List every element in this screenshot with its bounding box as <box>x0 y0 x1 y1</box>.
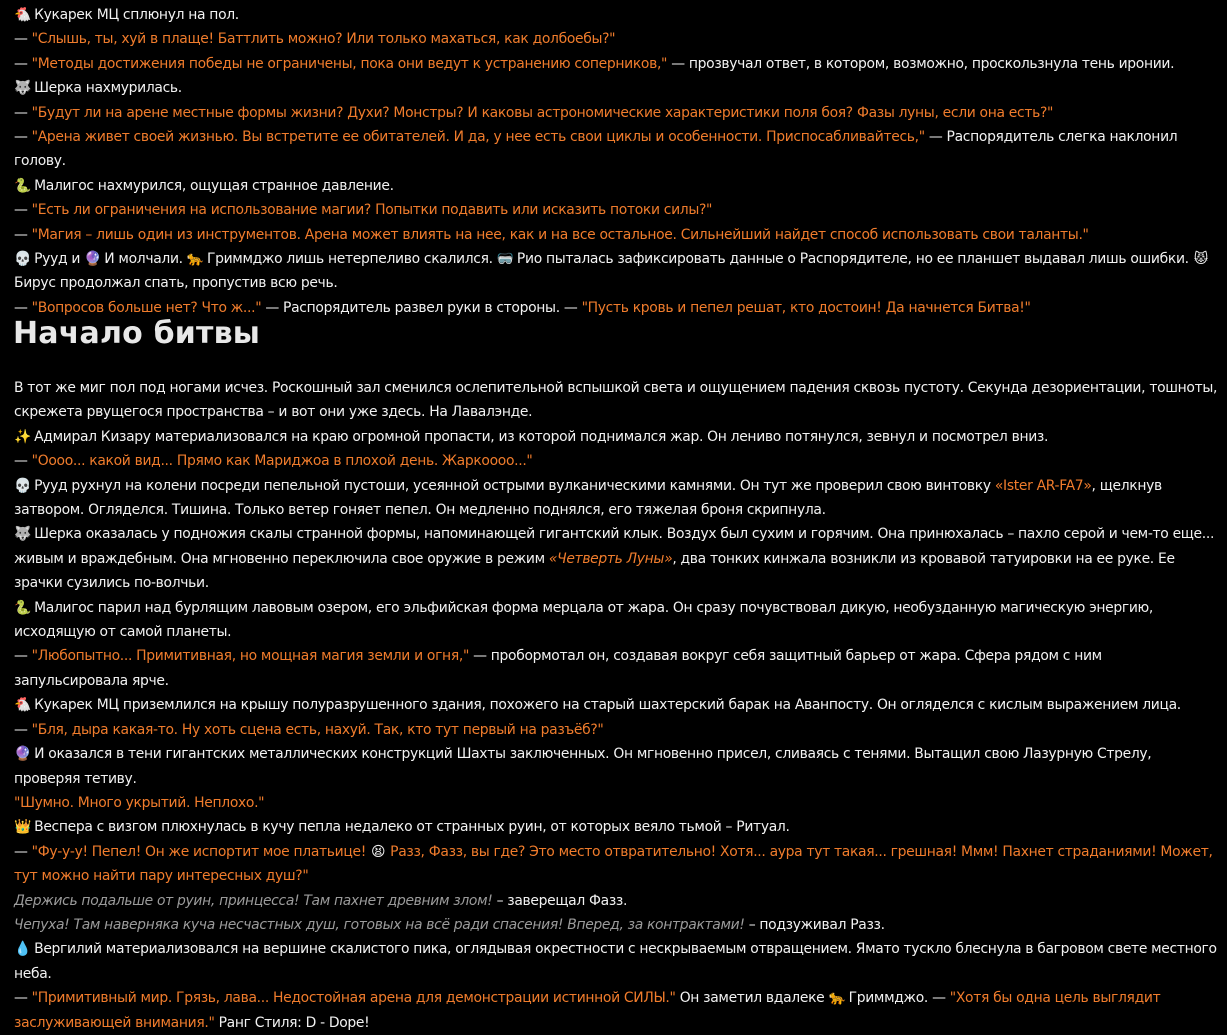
narration-line <box>14 3 1219 27</box>
narration-line <box>14 376 1219 425</box>
narration-text: Гриммджо лишь нетерпеливо скалился. <box>202 251 497 268</box>
quote-text: "Фу-у-у! Пепел! Он же испортит мое платьице! <box>31 843 371 860</box>
dialogue-line: — "Оооо... какой вид... Прямо как Мариджоа в плохой день. Жаркоооо..." <box>14 453 533 470</box>
rooster-icon: 🐔 <box>14 7 31 23</box>
skull-icon: 💀 <box>14 477 31 494</box>
quote-text: "Вопросов больше нет? Что ж..." <box>31 299 262 316</box>
quote-text: "Шумно. Много укрытий. Неплохо." <box>14 794 265 811</box>
narration-text: Гриммджо. — <box>844 990 950 1007</box>
dialogue-line: — "Арена живет своей жизнью. Вы встретите ее обитателей. И да, у нее есть свои циклы и особенности. Приспосабливайтесь," — Распорядитель слегка наклонил голову. <box>14 129 1178 170</box>
narration-text: — пробормотал он, создавая вокруг себя защитный барьер от жара. Сфера рядом с ним запульсировала ярче. <box>14 648 1102 689</box>
narration-text: — Распорядитель развел руки в стороны. — <box>261 299 582 316</box>
narration-text: Рууд и <box>34 251 85 268</box>
quote-text: Разз, Фазз, вы где? Это место отвратительно! Хотя... аура тут такая... грешная! Ммм! Пахнет страданиями! Может, тут можно найти пару интересных душ?" <box>14 843 1213 885</box>
narration-text: Рио пыталась зафиксировать данные о Распорядителе, но ее планшет выдавал лишь ошибки. <box>512 251 1193 268</box>
dialogue-line: — "Магия – лишь один из инструментов. Арена может влиять на нее, как и на все остальное. Сильнейший найдет способ использовать свои таланты." <box>14 226 1089 243</box>
skull-icon: 💀 <box>14 251 31 268</box>
goggles-icon: 🥽 <box>496 251 514 268</box>
quote-text: "Пусть кровь и пепел решат, кто достоин! Да начнется Битва!" <box>581 299 1031 316</box>
narration-text: Кукарек МЦ сплюнул на пол. <box>34 7 239 23</box>
narration-text: Кукарек МЦ приземлился на крышу полуразрушенного здания, похожего на старый шахтерский барак на Аванпосту. Он огляделся с кислым выражением лица. <box>34 697 1181 714</box>
quote-text: "Оооо... какой вид... Прямо как Мариджоа в плохой день. Жаркоооо..." <box>31 453 533 470</box>
narration-text: Бирус продолжал спать, пропустив всю речь. <box>14 275 338 292</box>
narration-text: – заверещал Фазз. <box>492 892 628 909</box>
narration-text: Вергилий материализовался на вершине скалистого пика, оглядывая окрестности с нескрываемым отвращением. Ямато тускло блеснула в багровом свете местного неба. <box>14 941 1217 982</box>
narration-line <box>14 742 1219 791</box>
narration-text: Веспера с визгом плюхнулась в кучу пепла недалеко от странных руин, от которых веяло тьмой – Ритуал. <box>34 819 790 836</box>
rooster-icon: 🐔 <box>14 697 31 714</box>
narration-line <box>14 937 1219 986</box>
narration-text: Рууд рухнул на колени посреди пепельной пустоши, усеянной острыми вулканическими камнями. Он тут же проверил свою винтовку <box>34 477 995 494</box>
quote-text: "Арена живет своей жизнью. Вы встретите ее обитателей. И да, у нее есть свои циклы и особенности. Приспосабливайтесь," <box>31 129 925 146</box>
narration-line <box>14 247 1219 296</box>
narration-line <box>14 174 1219 198</box>
dialogue-line: — "Методы достижения победы не ограничены, пока они ведут к устранению соперников," — прозвучал ответ, в котором, возможно, проскользнула тень иронии. <box>14 55 1175 72</box>
dialogue-line: — "Примитивный мир. Грязь, лава... Недостойная арена для демонстрации истинной СИЛЫ." Он заметил вдалеке 🐆 Гриммджо. — "Хотя бы одна цель выглядит заслуживающей внимания." Ранг Стиля: D - Dope! <box>14 986 1219 1035</box>
narration-line <box>14 815 1219 839</box>
cat-icon: 😾 <box>1193 251 1208 268</box>
italic-quote: Держись подальше от руин, принцесса! Там пахнет древним злом! <box>14 892 493 909</box>
quote-text: "Методы достижения победы не ограничены, пока они ведут к устранению соперников," <box>31 55 668 72</box>
drop-icon: 💧 <box>14 941 31 958</box>
crown-icon: 👑 <box>14 819 31 836</box>
battle-narrative <box>14 376 1219 1035</box>
quote-text: "Любопытно... Примитивная, но мощная магия земли и огня," <box>31 648 470 665</box>
quote-text: "Слышь, ты, хуй в плаще! Баттлить можно? Или только махаться, как долбоебы?" <box>31 31 616 48</box>
narration-text: Он заметил вдалеке <box>675 990 829 1007</box>
wolf-icon: 🐺 <box>14 80 31 97</box>
dialogue-line <box>14 791 1219 815</box>
section-heading: Начало битвы <box>13 316 261 351</box>
dialogue-line: — "Вопросов больше нет? Что ж..." — Распорядитель развел руки в стороны. — "Пусть кровь и пепел решат, кто достоин! Да начнется Битва!" <box>14 299 1031 316</box>
quote-text: "Хотя бы одна цель выглядит заслуживающей внимания." <box>14 990 1161 1031</box>
narration-text: Шерка оказалась у подножия скалы странной формы, напоминающей гигантский клык. Воздух был сухим и горячим. Она принюхалась – пахло серой и чем-то еще... живым и враждебным. Она мгновенно переключила свое оружие в режим <box>14 526 1215 567</box>
narration-line <box>14 693 1219 717</box>
narration-text: – подзуживал Разз. <box>744 916 885 933</box>
wolf-icon: 🐺 <box>14 526 31 543</box>
narration-line <box>14 596 1219 645</box>
narration-line <box>14 474 1219 523</box>
narration-text: , щелкнув затвором. Огляделся. Тишина. Только ветер гоняет пепел. Он медленно поднялся, его тяжелая броня скрипнула. <box>14 477 1162 519</box>
quote-text: "Примитивный мир. Грязь, лава... Недостойная арена для демонстрации истинной СИЛЫ." <box>31 990 676 1007</box>
quote-text: "Бля, дыра какая-то. Ну хоть сцена есть, нахуй. Так, кто тут первый на разъёб?" <box>31 721 604 738</box>
orb-icon: 🔮 <box>84 251 102 268</box>
dialogue-line: — "Фу-у-у! Пепел! Он же испортит мое платьице! 😫 Разз, Фазз, вы где? Это место отвратительно! Хотя... аура тут такая... грешная! Ммм! Пахнет страданиями! Может, тут можно найти пару интересных душ?" <box>14 840 1219 889</box>
narration-text: В тот же миг пол под ногами исчез. Роскошный зал сменился ослепительной вспышкой света и ощущением падения сквозь пустоту. Секунда дезориентации, тошноты, скрежета рвущегося пространства – и вот они уже здесь. На Лавалэнде. <box>14 380 1218 421</box>
dialogue-line: — "Есть ли ограничения на использование магии? Попытки подавить или исказить потоки силы?" <box>14 202 713 219</box>
weapon-mode-name: «Четверть Луны» <box>548 550 673 567</box>
dialogue-line <box>14 889 1219 913</box>
snake-icon: 🐍 <box>14 177 31 194</box>
grimace-icon: 😫 <box>370 843 386 860</box>
leopard-icon: 🐆 <box>828 990 846 1007</box>
narration-text: — Распорядитель слегка наклонил голову. <box>14 129 1178 170</box>
pre-battle-dialogue <box>14 3 1219 320</box>
dialogue-line: — "Любопытно... Примитивная, но мощная магия земли и огня," — пробормотал он, создавая вокруг себя защитный барьер от жара. Сфера рядом с ним запульсировала ярче. <box>14 648 1102 689</box>
weapon-name: «Ister AR-FA7» <box>994 477 1092 494</box>
dialogue-line <box>14 913 1219 937</box>
narration-line <box>14 425 1219 449</box>
dialogue-line: — "Будут ли на арене местные формы жизни? Духи? Монстры? И каковы астрономические характеристики поля боя? Фазы луны, если она есть?" <box>14 104 1054 121</box>
narration-text: Адмирал Кизару материализовался на краю огромной пропасти, из которой поднимался жар. Он лениво потянулся, зевнул и посмотрел вниз. <box>34 428 1049 445</box>
narration-text: Ранг Стиля: D - Dope! <box>214 1014 370 1031</box>
dialogue-line: — "Слышь, ты, хуй в плаще! Баттлить можно? Или только махаться, как долбоебы?" <box>14 31 616 48</box>
narration-text: — прозвучал ответ, в котором, возможно, проскользнула тень иронии. <box>667 55 1175 72</box>
snake-icon: 🐍 <box>14 599 31 616</box>
narration-line <box>14 522 1219 595</box>
narration-line <box>14 76 1219 100</box>
narration-text: И оказался в тени гигантских металлических конструкций Шахты заключенных. Он мгновенно присел, сливаясь с тенями. Вытащил свою Лазурную Стрелу, проверяя тетиву. <box>14 746 1152 787</box>
narration-text: , два тонких кинжала возникли из кровавой татуировки на ее руке. Ее зрачки сузились по-волчьи. <box>14 550 1175 592</box>
quote-text: "Есть ли ограничения на использование магии? Попытки подавить или исказить потоки силы?" <box>31 202 713 219</box>
narration-text: И молчали. <box>100 251 187 268</box>
quote-text: "Магия – лишь один из инструментов. Арена может влиять на нее, как и на все остальное. Сильнейший найдет способ использовать свои таланты." <box>31 226 1089 243</box>
leopard-icon: 🐆 <box>186 251 204 268</box>
narration-text: Малигос нахмурился, ощущая странное давление. <box>34 177 394 194</box>
sparkles-icon: ✨ <box>14 428 31 445</box>
orb-icon: 🔮 <box>14 746 31 763</box>
narration-text: Шерка нахмурилась. <box>34 80 182 97</box>
dialogue-line: — "Бля, дыра какая-то. Ну хоть сцена есть, нахуй. Так, кто тут первый на разъёб?" <box>14 721 604 738</box>
italic-quote: Чепуха! Там наверняка куча несчастных душ, готовых на всё ради спасения! Вперед, за контрактами! <box>14 916 745 933</box>
narration-text: Малигос парил над бурлящим лавовым озером, его эльфийская форма мерцала от жара. Он сразу почувствовал дикую, необузданную магическую энергию, исходящую от самой планеты. <box>14 599 1154 641</box>
quote-text: "Будут ли на арене местные формы жизни? Духи? Монстры? И каковы астрономические характеристики поля боя? Фазы луны, если она есть?" <box>31 104 1054 121</box>
